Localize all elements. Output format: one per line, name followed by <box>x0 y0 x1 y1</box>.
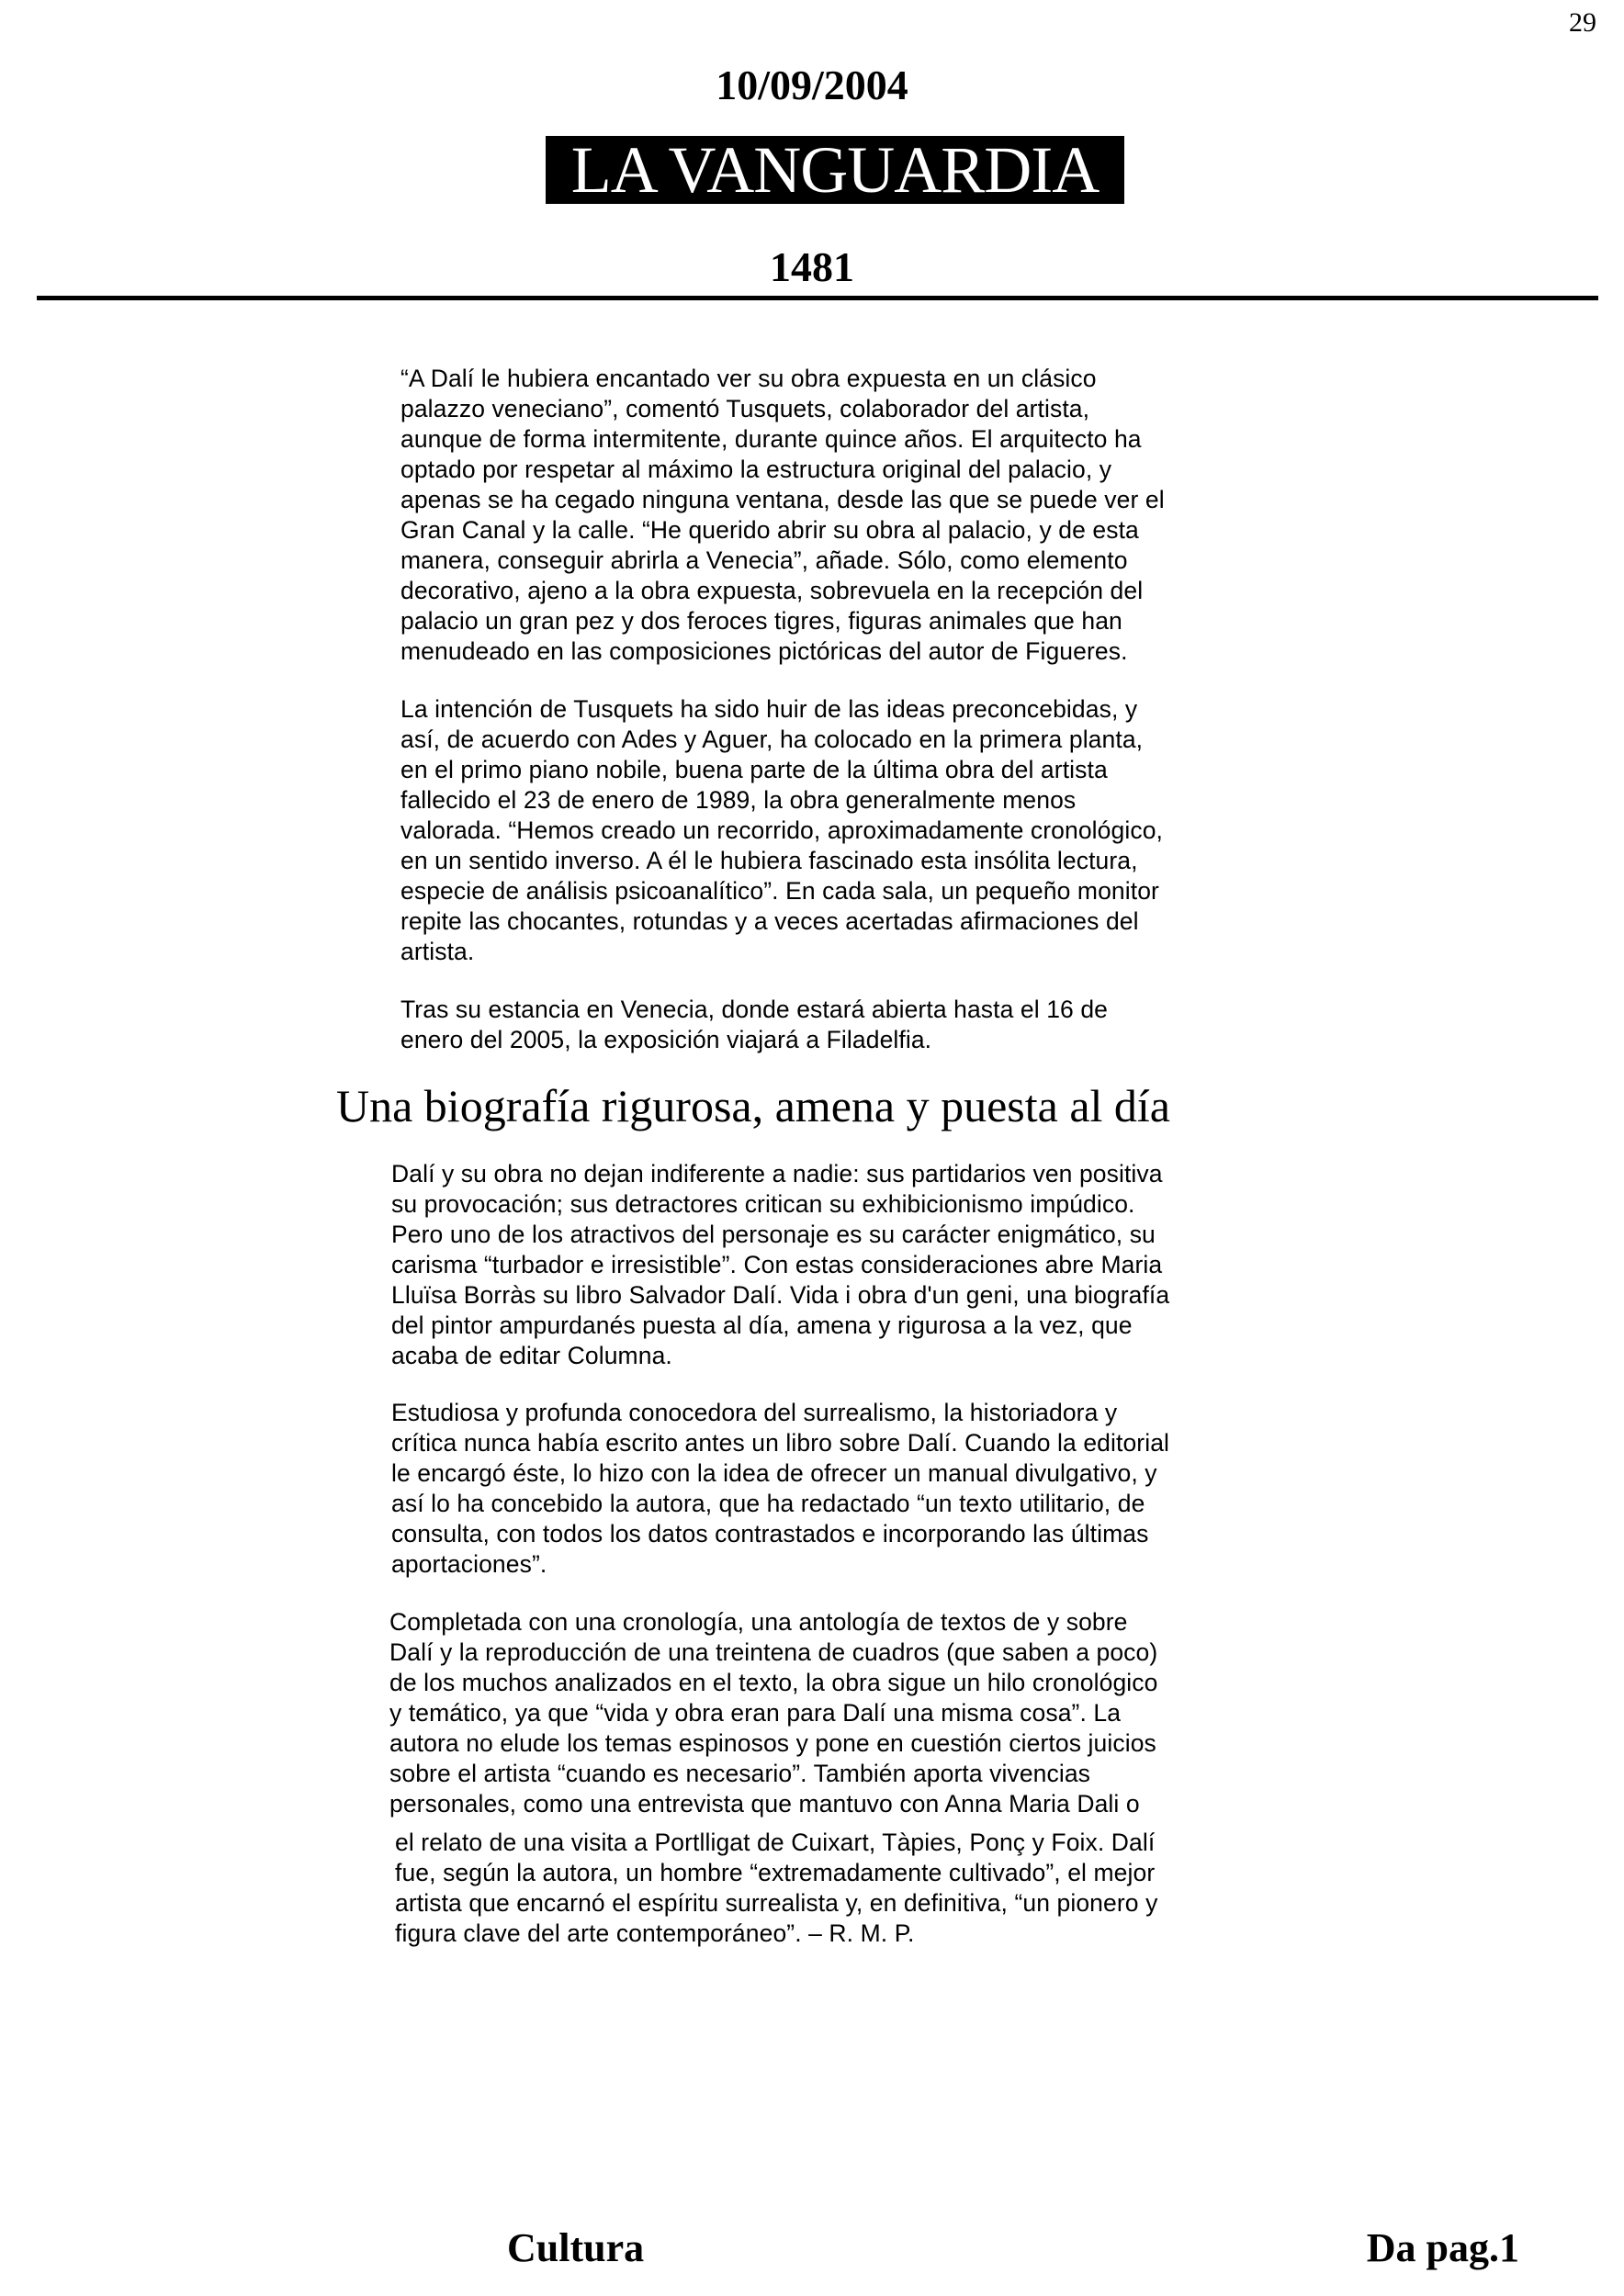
article-paragraph-text: “A Dalí le hubiera encantado ver su obra expuesta en un clásico palazzo veneciano”, comentó Tusquets, colaborador del artista, aunque de forma intermitente, durante quince años. El arquitecto ha optado por respetar al máximo la estructura original del palacio, y apenas se ha cegado ninguna ventana, desde las que se puede ver el Gran Canal y la calle. “He querido abrir su obra al palacio, y de esta manera, conseguir abrirla a Venecia”, añade. Sólo, como elemento decorativo, ajeno a la obra expuesta, sobrevuela en la recepción del palacio un gran pez y dos feroces tigres, figuras animales que han menudeado en las composiciones pictóricas del autor de Figueres. <box>400 365 1165 665</box>
issue-number: 1481 <box>770 243 854 290</box>
article-paragraph-text: Tras su estancia en Venecia, donde estará abierta hasta el 16 de enero del 2005, la exposición viajará a Filadelfia. <box>400 996 1109 1053</box>
section-label: Cultura <box>507 2225 645 2270</box>
article-paragraph <box>400 364 1255 667</box>
article-paragraph <box>400 694 1255 967</box>
header-divider <box>37 296 1598 300</box>
review-paragraph <box>391 1398 1255 1580</box>
review-headline: Una biografía rigurosa, amena y puesta al día <box>336 1080 1170 1131</box>
review-paragraph <box>389 1607 1253 1819</box>
review-paragraph <box>391 1159 1255 1371</box>
article-paragraph <box>400 995 1255 1055</box>
review-paragraph-text: Estudiosa y profunda conocedora del surrealismo, la historiadora y crítica nunca había escrito antes un libro sobre Dalí. Cuando la editorial le encargó éste, lo hizo con la idea de ofrecer un manual divulgativo, y así lo ha concebido la autora, que ha redactado “un texto utilitario, de consulta, con todos los datos contrastados e incorporando las últimas aportaciones”. <box>391 1399 1170 1578</box>
publication-date: 10/09/2004 <box>716 62 908 108</box>
newspaper-masthead: LA VANGUARDIA <box>546 136 1124 204</box>
page-number: 29 <box>1569 7 1596 38</box>
review-paragraph <box>395 1828 1258 1949</box>
article-paragraph-text: La intención de Tusquets ha sido huir de las ideas preconcebidas, y así, de acuerdo con Ades y Aguer, ha colocado en la primera planta, en el primo piano nobile, buena parte de la última obra del artista fallecido el 23 de enero de 1989, la obra generalmente menos valorada. “Hemos creado un recorrido, aproximadamente cronológico, en un sentido inverso. A él le hubiera fascinado esta insólita lectura, especie de análisis psicoanalítico”. En cada sala, un pequeño monitor repite las chocantes, rotundas y a veces acertadas afirmaciones del artista. <box>400 695 1163 965</box>
continuation-label: Da pag.1 <box>1366 2225 1519 2270</box>
review-paragraph-text: Dalí y su obra no dejan indiferente a nadie: sus partidarios ven positiva su provocación; sus detractores critican su exhibicionismo impúdico. Pero uno de los atractivos del personaje es su carácter enigmático, su carisma “turbador e irresistible”. Con estas consideraciones abre Maria Lluïsa Borràs su libro Salvador Dalí. Vida i obra d'un geni, una biografía del pintor ampurdanés puesta al día, amena y rigurosa a la vez, que acaba de editar Columna. <box>391 1160 1170 1369</box>
review-paragraph-text: Completada con una cronología, una antología de textos de y sobre Dalí y la reproducción de una treintena de cuadros (que saben a poco) de los muchos analizados en el texto, la obra sigue un hilo cronológico y temático, ya que “vida y obra eran para Dalí una misma cosa”. La autora no elude los temas espinosos y pone en cuestión ciertos juicios sobre el artista “cuando es necesario”. También aporta vivencias personales, como una entrevista que mantuvo con Anna Maria Dali o <box>389 1608 1158 1818</box>
review-paragraph-text: el relato de una visita a Portlligat de Cuixart, Tàpies, Ponç y Foix. Dalí fue, según la autora, un hombre “extremadamente cultivado”, el mejor artista que encarnó el espíritu surrealista y, en definitiva, “un pionero y figura clave del arte contemporáneo”. – R. M. P. <box>395 1829 1158 1947</box>
